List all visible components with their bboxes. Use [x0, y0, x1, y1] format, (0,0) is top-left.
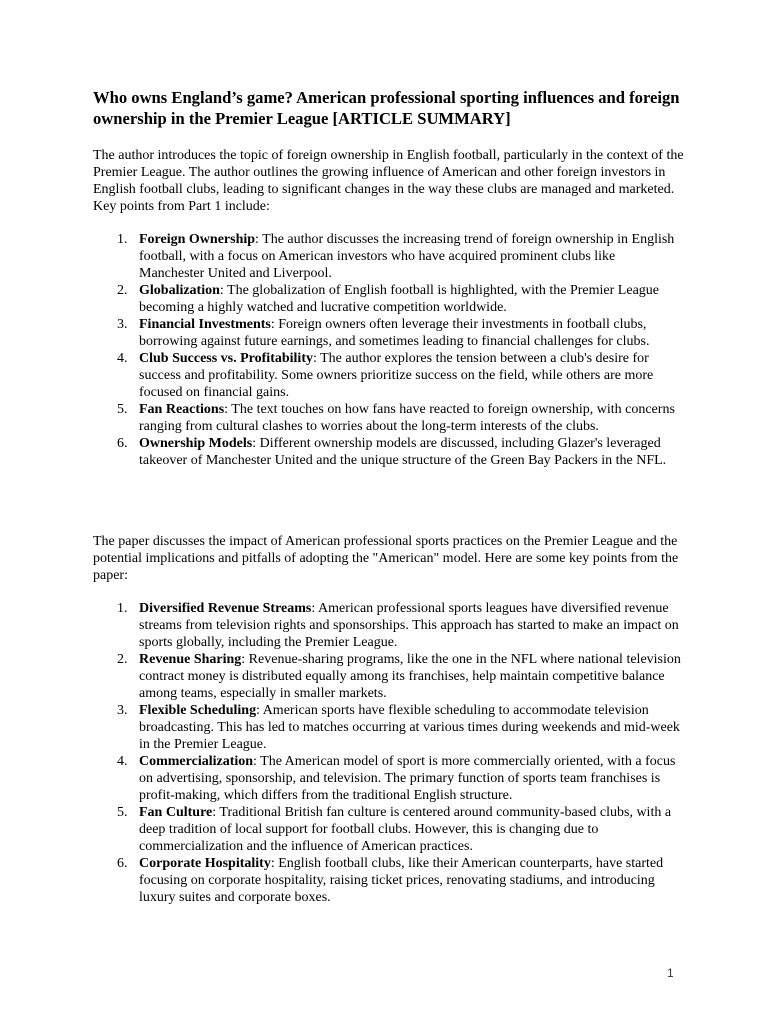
item-term: Commercialization — [139, 754, 254, 769]
list-item — [93, 651, 683, 702]
paper-intro-paragraph: The paper discusses the impact of American professional sports practices on the Premier League and the potential implications and pitfalls of adopting the "American" model. Here are some key points from the paper: — [93, 534, 679, 583]
item-text: : The globalization of English football is highlighted, with the Premier League becoming a highly watched and lucrative competition worldwide. — [139, 283, 659, 315]
item-text: : Foreign owners often leverage their investments in football clubs, borrowing against future earnings, and sometimes leading to financial challenges for clubs. — [139, 317, 650, 349]
item-term: Flexible Scheduling — [139, 703, 257, 718]
list-item — [93, 804, 683, 855]
list-item — [93, 282, 683, 316]
paper-points-list — [93, 600, 683, 906]
item-number: 3. — [117, 317, 128, 332]
page-number: 1 — [667, 966, 674, 980]
item-term: Fan Reactions — [139, 402, 225, 417]
list-item — [93, 702, 683, 753]
item-term: Financial Investments — [139, 317, 271, 332]
item-term: Fan Culture — [139, 805, 213, 820]
item-text: : The author explores the tension between a club's desire for success and profitability. Some owners prioritize success on the field, while others are more focused on financial gains. — [139, 351, 654, 400]
item-term: Corporate Hospitality — [139, 856, 271, 871]
item-text: : Traditional British fan culture is centered around community-based clubs, with a deep tradition of local support for football clubs. However, this is changing due to commercialization and the influence of American practices. — [139, 805, 672, 854]
item-number: 5. — [117, 402, 128, 417]
list-item — [93, 350, 683, 401]
item-text: : The text touches on how fans have reacted to foreign ownership, with concerns ranging from cultural clashes to worries about the long-term interests of the clubs. — [139, 402, 675, 434]
list-item — [93, 753, 683, 804]
item-term: Club Success vs. Profitability — [139, 351, 313, 366]
intro-paragraph: The author introduces the topic of foreign ownership in English football, particularly in the context of the Premier League. The author outlines the growing influence of American and other foreign investors in English football clubs, leading to significant changes in the way these clubs are managed and marketed. Key points from Part 1 include: — [93, 148, 684, 214]
item-text: : Revenue-sharing programs, like the one in the NFL where national television contract money is distributed equally among its franchises, help maintain competitive balance among teams, especially in smaller markets. — [139, 652, 681, 701]
list-item — [93, 855, 683, 906]
item-text: : American sports have flexible scheduling to accommodate television broadcasting. This has led to matches occurring at various times during weekends and mid-week in the Premier League. — [139, 703, 680, 752]
item-text: : English football clubs, like their American counterparts, have started focusing on corporate hospitality, raising ticket prices, renovating stadiums, and introducing luxury suites and corporate boxes. — [139, 856, 664, 905]
item-number: 4. — [117, 754, 128, 769]
document-title: Who owns England’s game? American professional sporting influences and foreign ownership in the Premier League [ARTICLE SUMMARY] — [93, 88, 680, 128]
item-number: 5. — [117, 805, 128, 820]
list-item — [93, 435, 683, 469]
item-number: 3. — [117, 703, 128, 718]
item-term: Globalization — [139, 283, 220, 298]
item-term: Ownership Models — [139, 436, 253, 451]
item-text: : Different ownership models are discussed, including Glazer's leveraged takeover of Manchester United and the unique structure of the Green Bay Packers in the NFL. — [139, 436, 667, 468]
item-number: 6. — [117, 856, 128, 871]
list-item — [93, 316, 683, 350]
list-item — [93, 401, 683, 435]
list-item — [93, 231, 683, 282]
item-term: Revenue Sharing — [139, 652, 242, 667]
item-number: 4. — [117, 351, 128, 366]
list-item — [93, 600, 683, 651]
item-term: Foreign Ownership — [139, 232, 256, 247]
item-text: : The author discusses the increasing trend of foreign ownership in English football, with a focus on American investors who have acquired prominent clubs like Manchester United and Liverpool. — [139, 232, 675, 281]
item-term: Diversified Revenue Streams — [139, 601, 312, 616]
item-text: : American professional sports leagues have diversified revenue streams from television rights and sponsorships. This approach has started to make an impact on sports globally, including the Premier League. — [139, 601, 679, 650]
item-number: 2. — [117, 652, 128, 667]
part1-points-list — [93, 231, 683, 469]
item-number: 1. — [117, 601, 128, 616]
item-number: 6. — [117, 436, 128, 451]
item-number: 2. — [117, 283, 128, 298]
item-number: 1. — [117, 232, 128, 247]
item-text: : The American model of sport is more commercially oriented, with a focus on advertising, sponsorship, and television. The primary function of sports team franchises is profit-making, which differs from the traditional English structure. — [139, 754, 676, 803]
